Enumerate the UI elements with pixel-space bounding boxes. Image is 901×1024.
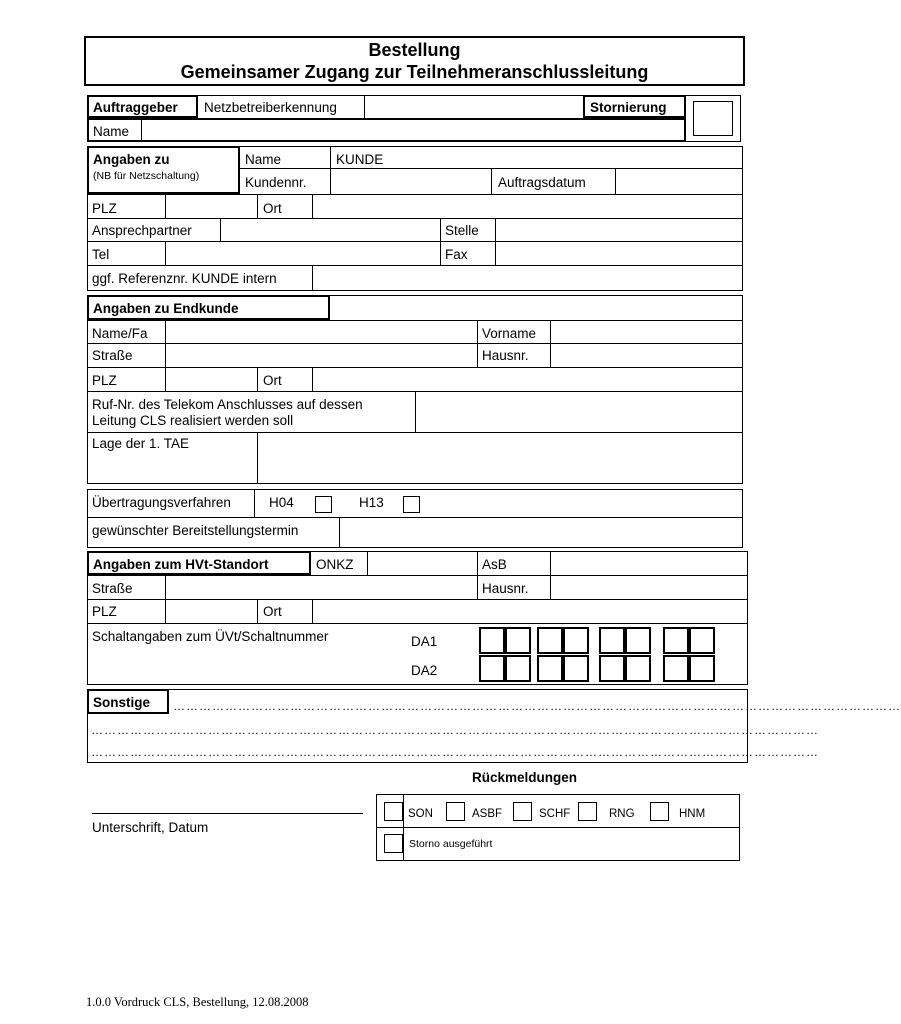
referenz-label: ggf. Referenznr. KUNDE intern [92,271,277,286]
lage-tae-label: Lage der 1. TAE [92,436,190,451]
sonstige-line-3[interactable]: …………………………………………………………………………………………………………………………………………………… [91,745,819,759]
da2-digit-cell[interactable] [663,655,689,682]
signature-line[interactable] [92,813,363,814]
da2-digit-cell[interactable] [479,655,505,682]
strasse-input[interactable] [166,344,477,366]
rng-checkbox[interactable] [578,802,597,821]
hvt-ort-input[interactable] [313,600,747,622]
fax-label: Fax [445,247,468,262]
storno-label: Storno ausgeführt [409,838,493,850]
da1-digit-cell[interactable] [563,627,589,654]
termin-label: gewünschter Bereitstellungstermin [92,523,299,538]
son-label: SON [408,808,433,820]
da1-digit-cell[interactable] [599,627,625,654]
da2-label: DA2 [411,663,438,678]
ort-label: Ort [263,201,282,216]
signature-label: Unterschrift, Datum [92,820,209,835]
kunde-name-value[interactable]: KUNDE [336,152,384,167]
auftragsdatum-input[interactable] [616,169,742,193]
form-subtitle: Gemeinsamer Zugang zur Teilnehmeranschlussleitung [180,62,649,82]
stornierung-checkbox[interactable] [693,101,733,136]
referenz-input[interactable] [313,266,742,290]
ansprechpartner-input[interactable] [221,219,440,240]
endkunde-heading: Angaben zu Endkunde [93,301,239,316]
form-version-footer: 1.0.0 Vordruck CLS, Bestellung, 12.08.2008 [86,995,309,1009]
strasse-label: Straße [92,348,133,363]
fax-input[interactable] [496,242,742,264]
uebertragung-label: Übertragungsverfahren [92,495,231,510]
vorname-input[interactable] [551,321,742,342]
termin-input[interactable] [340,518,742,547]
form-title: Bestellung [368,40,461,60]
da1-digit-cell[interactable] [663,627,689,654]
netzbetreiber-label: Netzbetreiberkennung [204,100,337,115]
auftraggeber-name-input[interactable] [142,119,685,141]
h04-checkbox[interactable] [315,496,332,513]
plz-label: PLZ [92,201,117,216]
stelle-input[interactable] [496,219,742,240]
asb-input[interactable] [551,552,747,574]
auftraggeber-label: Auftraggeber [93,100,178,115]
h13-checkbox[interactable] [403,496,420,513]
sonstige-line-1[interactable]: …………………………………………………………………………………………………………………………………………………… [173,699,901,713]
hvt-plz-input[interactable] [166,600,257,622]
schf-label: SCHF [539,808,571,820]
rueckmeldungen-heading: Rückmeldungen [472,770,578,785]
da2-digit-cell[interactable] [537,655,563,682]
lage-tae-input[interactable] [258,433,742,483]
asbf-label: ASBF [472,808,503,820]
hausnr-input[interactable] [551,344,742,366]
son-checkbox[interactable] [384,802,403,821]
onkz-input[interactable] [368,552,477,574]
netzbetreiber-input[interactable] [365,96,583,118]
schalt-label: Schaltangaben zum ÜVt/Schaltnummer [92,629,329,644]
namefa-label: Name/Fa [92,326,148,341]
stornierung-label: Stornierung [590,100,667,115]
kundennr-input[interactable] [331,169,491,193]
ansprechpartner-label: Ansprechpartner [92,223,192,238]
kundennr-label: Kundennr. [245,175,307,190]
da1-digit-cell[interactable] [689,627,715,654]
tel-label: Tel [92,247,110,262]
hvt-plz-label: PLZ [92,604,117,619]
angaben-zu-heading: Angaben zu [93,152,170,167]
endkunde-ort-input[interactable] [313,368,742,390]
rufnr-input[interactable] [416,392,742,431]
vorname-label: Vorname [482,326,537,341]
kunde-name-label: Name [245,152,282,167]
da1-digit-cell[interactable] [537,627,563,654]
hnm-label: HNM [679,808,706,820]
da1-digit-cell[interactable] [625,627,651,654]
da2-digit-cell[interactable] [689,655,715,682]
endkunde-plz-input[interactable] [166,368,257,390]
da1-label: DA1 [411,634,438,649]
sonstige-line-2[interactable]: …………………………………………………………………………………………………………………………………………………… [91,723,819,737]
asb-label: AsB [482,557,507,572]
tel-input[interactable] [166,242,439,264]
rufnr-label-line1: Ruf-Nr. des Telekom Anschlusses auf dessen [92,397,363,412]
stelle-label: Stelle [445,223,479,238]
da2-digit-cell[interactable] [625,655,651,682]
da1-digit-cell[interactable] [479,627,505,654]
hvt-hausnr-input[interactable] [551,576,747,598]
hvt-strasse-input[interactable] [166,576,477,598]
da1-digit-cell[interactable] [505,627,531,654]
auftraggeber-name-label: Name [93,124,130,139]
rng-label: RNG [609,808,635,820]
auftragsdatum-label: Auftragsdatum [498,175,586,190]
rufnr-label-line2: Leitung CLS realisiert werden soll [92,413,294,428]
endkunde-plz-label: PLZ [92,373,117,388]
h04-label: H04 [269,495,294,510]
plz-input[interactable] [166,195,257,217]
storno-checkbox[interactable] [384,834,403,853]
hvt-hausnr-label: Hausnr. [482,581,529,596]
namefa-input[interactable] [166,321,477,342]
h13-label: H13 [359,495,384,510]
hnm-checkbox[interactable] [650,802,669,821]
ort-input[interactable] [313,195,742,217]
onkz-label: ONKZ [316,557,354,572]
hvt-heading: Angaben zum HVt-Standort [93,557,269,572]
da2-digit-cell[interactable] [563,655,589,682]
endkunde-ort-label: Ort [263,373,282,388]
hvt-strasse-label: Straße [92,581,133,596]
da2-digit-cell[interactable] [505,655,531,682]
angaben-zu-note: (NB für Netzschaltung) [93,170,200,182]
asbf-checkbox[interactable] [446,802,465,821]
hvt-ort-label: Ort [263,604,282,619]
schf-checkbox[interactable] [513,802,532,821]
hausnr-label: Hausnr. [482,348,529,363]
sonstige-heading: Sonstige [93,695,151,710]
da2-digit-cell[interactable] [599,655,625,682]
